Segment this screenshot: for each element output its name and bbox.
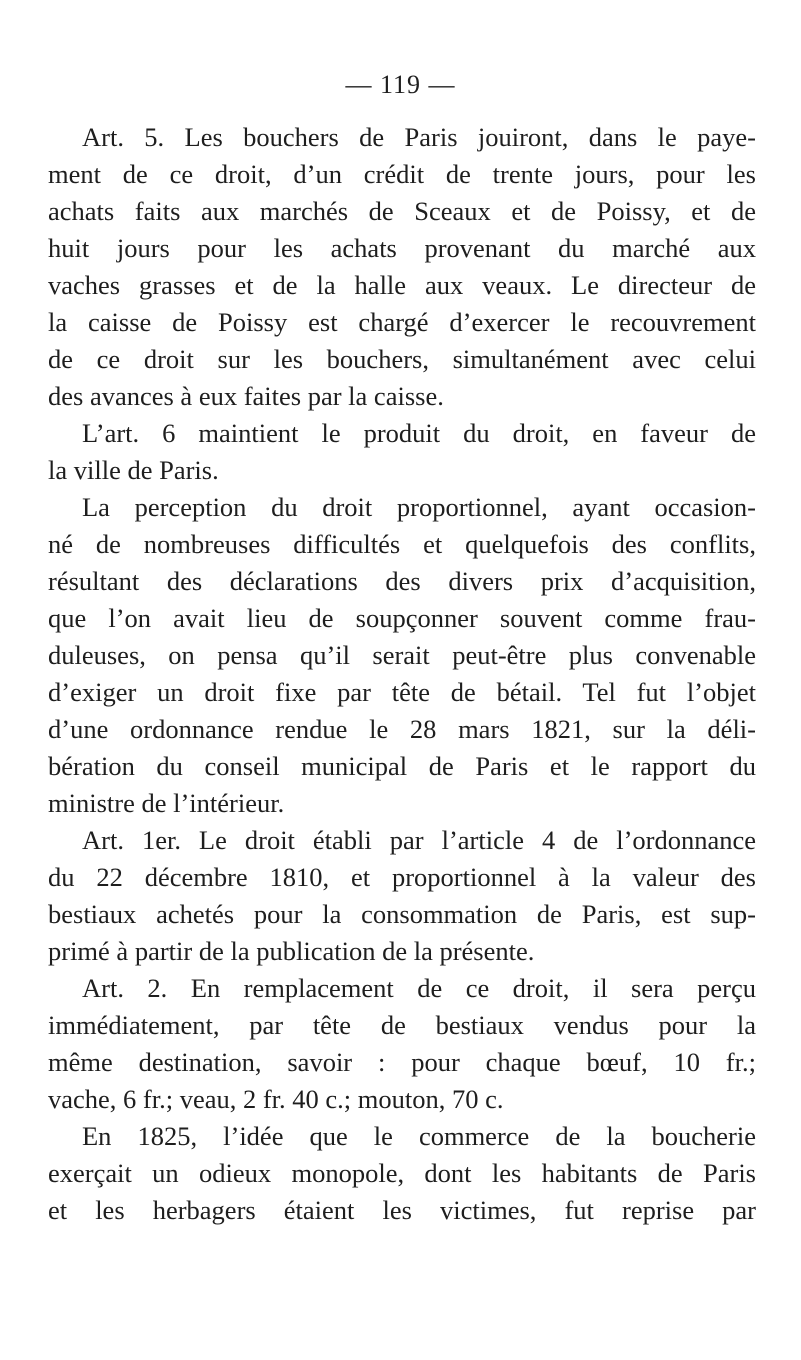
text-line: même destination, savoir : pour chaque bœuf, 10 fr.; [48,1047,756,1077]
text-line: la ville de Paris. [48,455,219,485]
text-line: et les herbagers étaient les victimes, fut reprise par [48,1195,756,1225]
text-line: la caisse de Poissy est chargé d’exercer le recouvrement [48,307,756,337]
text-line: de ce droit sur les bouchers, simultanément avec celui [48,344,756,374]
page-number: — 119 — [345,70,456,99]
text-line: Art. 2. En remplacement de ce droit, il sera perçu [82,973,756,1003]
text-line: vaches grasses et de la halle aux veaux. Le directeur de [48,270,756,300]
text-line: En 1825, l’idée que le commerce de la boucherie [82,1121,756,1151]
text-line: né de nombreuses difficultés et quelquefois des conflits, [48,529,756,559]
text-line: achats faits aux marchés de Sceaux et de Poissy, et de [48,196,756,226]
text-line: des avances à eux faites par la caisse. [48,381,444,411]
text-line: d’exiger un droit fixe par tête de bétail. Tel fut l’objet [48,677,756,707]
text-line: huit jours pour les achats provenant du marché aux [48,233,756,263]
text-line: exerçait un odieux monopole, dont les habitants de Paris [48,1158,756,1188]
text-line: immédiatement, par tête de bestiaux vendus pour la [48,1010,756,1040]
text-line: duleuses, on pensa qu’il serait peut-être plus convenable [48,640,756,670]
text-line: Art. 1er. Le droit établi par l’article 4 de l’ordonnance [82,825,756,855]
text-line: du 22 décembre 1810, et proportionnel à la valeur des [48,862,756,892]
text-line: L’art. 6 maintient le produit du droit, en faveur de [82,418,756,448]
text-line: ment de ce droit, d’un crédit de trente jours, pour les [48,159,756,189]
text-line: primé à partir de la publication de la présente. [48,936,535,966]
text-line: d’une ordonnance rendue le 28 mars 1821, sur la déli- [48,714,756,744]
text-line: ministre de l’intérieur. [48,788,285,818]
text-line: Art. 5. Les bouchers de Paris jouiront, dans le paye- [82,122,756,152]
text-line: vache, 6 fr.; veau, 2 fr. 40 c.; mouton, 70 c. [48,1084,504,1114]
text-line: que l’on avait lieu de soupçonner souvent comme frau- [48,603,756,633]
text-line: bestiaux achetés pour la consommation de Paris, est sup- [48,899,756,929]
text-line: bération du conseil municipal de Paris et le rapport du [48,751,756,781]
text-line: résultant des déclarations des divers prix d’acquisition, [48,566,756,596]
text-line: La perception du droit proportionnel, ayant occasion- [82,492,756,522]
